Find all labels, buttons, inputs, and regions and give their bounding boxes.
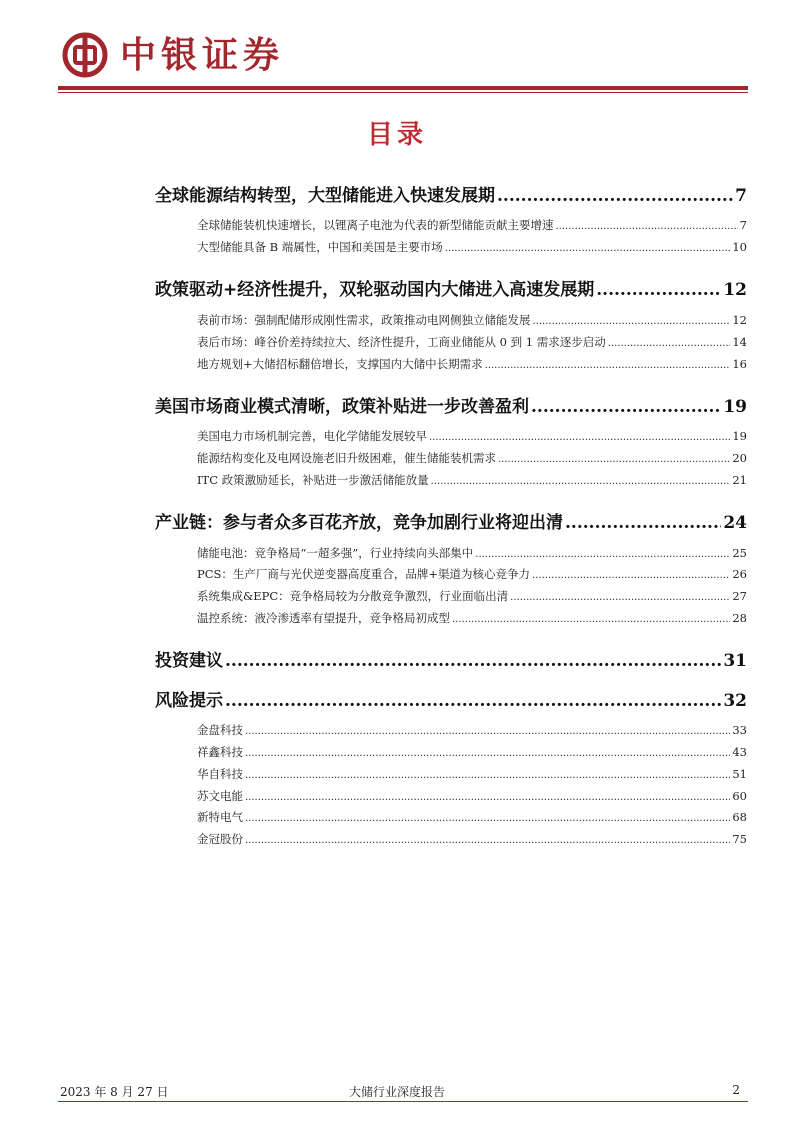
toc-entry-page: 21: [732, 473, 747, 487]
dot-leader: [225, 691, 721, 711]
toc-section-entry[interactable]: [155, 646, 747, 671]
toc-entry-title: 美国电力市场机制完善，电化学储能发展较早: [197, 429, 427, 443]
toc-entry-title: 储能电池：竞争格局“一超多强”，行业持续向头部集中: [197, 546, 474, 560]
toc-entry-title: 温控系统：液冷渗透率有望提升，竞争格局初成型: [197, 611, 450, 625]
toc-entry-title: 能源结构变化及电网设施老旧升级困难，催生储能装机需求: [197, 451, 496, 465]
toc-subsection-entry[interactable]: [197, 831, 747, 847]
dot-leader: [596, 280, 721, 300]
toc-subsection-entry[interactable]: [197, 545, 747, 561]
dot-leader: [497, 186, 733, 206]
toc-subsection-entry[interactable]: [197, 744, 747, 760]
toc-entry-page: 32: [723, 691, 747, 711]
dot-leader: [245, 813, 730, 824]
toc-subsection-entry[interactable]: [197, 566, 747, 582]
toc-subsection-entry[interactable]: [197, 588, 747, 604]
toc-entry-title: 金盘科技: [197, 723, 243, 737]
toc-subsection-entry[interactable]: [197, 610, 747, 626]
header-rule: [58, 86, 748, 90]
toc-entry-title: 全球储能装机快速增长，以锂离子电池为代表的新型储能贡献主要增速: [197, 218, 554, 232]
dot-leader: [429, 432, 730, 443]
dot-leader: [608, 338, 731, 349]
toc-entry-title: 华自科技: [197, 767, 243, 781]
toc-entry-title: 苏文电能: [197, 789, 243, 803]
toc-title: 目录: [366, 120, 427, 150]
toc-entry-title: 美国市场商业模式清晰，政策补贴进一步改善盈利: [155, 397, 529, 417]
toc-entry-page: 68: [732, 810, 747, 824]
toc-entry-page: 75: [732, 832, 747, 846]
dot-leader: [245, 792, 730, 803]
toc-entry-title: 地方规划+大储招标翻倍增长，支撑国内大储中长期需求: [197, 357, 483, 371]
toc-entry-page: 7: [739, 218, 747, 232]
toc-entry-page: 10: [732, 240, 747, 254]
dot-leader: [431, 476, 731, 487]
toc-subsection-entry[interactable]: [197, 217, 747, 233]
footer-report-title: 大储行业深度报告: [348, 1085, 445, 1099]
toc-entry-page: 51: [732, 767, 747, 781]
dot-leader: [245, 748, 730, 759]
toc-entry-title: 政策驱动+经济性提升，双轮驱动国内大储进入高速发展期: [155, 280, 595, 300]
dot-leader: [498, 454, 730, 465]
footer-page-number: 2: [732, 1083, 740, 1097]
toc-subsection-entry[interactable]: [197, 334, 747, 350]
toc-entry-title: 产业链：参与者众多百花齐放，竞争加剧行业将迎出清: [155, 513, 563, 533]
toc-entry-title: 新特电气: [197, 810, 243, 824]
dot-leader: [532, 570, 730, 581]
toc-entry-page: 43: [732, 745, 747, 759]
toc-subsection-entry[interactable]: [197, 722, 747, 738]
toc-section-entry[interactable]: [155, 392, 747, 417]
toc-entry-title: 金冠股份: [197, 832, 243, 846]
page-header: [58, 28, 748, 88]
dot-leader: [225, 651, 721, 671]
toc-entry-page: 12: [723, 280, 747, 300]
dot-leader: [565, 513, 721, 533]
dot-leader: [245, 726, 730, 737]
toc-entry-page: 26: [732, 567, 747, 581]
toc-entry-page: 12: [732, 313, 747, 327]
toc-section-entry[interactable]: [155, 275, 747, 300]
toc-entry-page: 19: [732, 429, 747, 443]
toc-entry-page: 20: [732, 451, 747, 465]
toc-entry-page: 16: [732, 357, 747, 371]
toc-entry-title: 风险提示: [155, 691, 223, 711]
toc-entry-title: 大型储能具备 B 端属性，中国和美国是主要市场: [197, 240, 443, 254]
toc-entry-page: 31: [723, 651, 747, 671]
dot-leader: [485, 360, 731, 371]
toc-subsection-entry[interactable]: [197, 356, 747, 372]
header-rule-thin: [58, 92, 748, 93]
toc-subsection-entry[interactable]: [197, 472, 747, 488]
toc-entry-page: 24: [723, 513, 747, 533]
toc-entry-page: 33: [732, 723, 747, 737]
toc-entry-page: 7: [735, 186, 747, 206]
toc-subsection-entry[interactable]: [197, 450, 747, 466]
brand-name: 中银证券: [120, 35, 285, 76]
toc-subsection-entry[interactable]: [197, 428, 747, 444]
dot-leader: [475, 549, 730, 560]
toc-section-entry[interactable]: [155, 181, 747, 206]
dot-leader: [556, 221, 738, 232]
toc-entry-title: ITC 政策激励延长，补贴进一步激活储能放量: [197, 473, 429, 487]
toc-entry-title: 表后市场：峰谷价差持续拉大、经济性提升，工商业储能从 0 到 1 需求逐步启动: [197, 335, 606, 349]
footer-date: 2023 年 8 月 27 日: [60, 1085, 169, 1099]
toc-section-entry[interactable]: [155, 686, 747, 711]
toc-entry-page: 28: [732, 611, 747, 625]
toc-subsection-entry[interactable]: [197, 239, 747, 255]
toc-entry-title: PCS：生产厂商与光伏逆变器高度重合，品牌+渠道为核心竞争力: [197, 567, 531, 581]
dot-leader: [245, 835, 730, 846]
toc-entry-page: 14: [732, 335, 747, 349]
toc-entry-page: 27: [732, 589, 747, 603]
toc-subsection-entry[interactable]: [197, 766, 747, 782]
footer-rule: [58, 1101, 748, 1102]
toc-entry-page: 60: [732, 789, 747, 803]
toc-subsection-entry[interactable]: [197, 809, 747, 825]
toc-entry-title: 表前市场：强制配储形成刚性需求，政策推动电网侧独立储能发展: [197, 313, 531, 327]
toc-section-entry[interactable]: [155, 508, 747, 533]
dot-leader: [452, 614, 730, 625]
dot-leader: [445, 243, 731, 254]
toc-entry-page: 19: [723, 397, 747, 417]
dot-leader: [245, 770, 730, 781]
toc-entry-title: 系统集成&EPC：竞争格局较为分散竞争激烈，行业面临出清: [197, 589, 509, 603]
toc-entry-title: 全球能源结构转型，大型储能进入快速发展期: [155, 186, 495, 206]
toc-entry-title: 祥鑫科技: [197, 745, 243, 759]
bank-of-china-logo-icon: [62, 32, 108, 78]
toc-subsection-entry[interactable]: [197, 312, 747, 328]
dot-leader: [531, 397, 721, 417]
dot-leader: [533, 316, 731, 327]
toc-entry-page: 25: [732, 546, 747, 560]
toc-subsection-entry[interactable]: [197, 788, 747, 804]
toc-entry-title: 投资建议: [155, 651, 223, 671]
dot-leader: [510, 592, 730, 603]
